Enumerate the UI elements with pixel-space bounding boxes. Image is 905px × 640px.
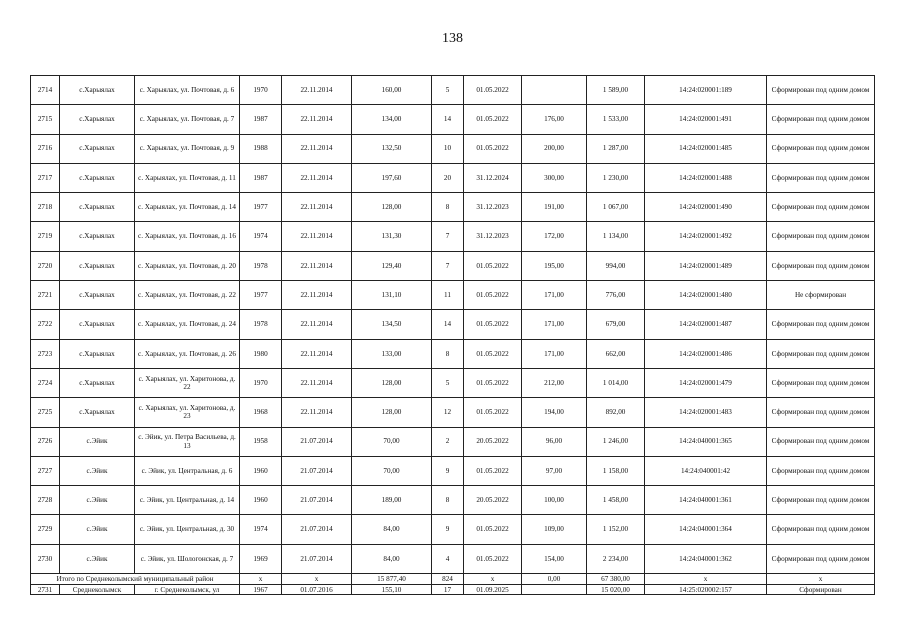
- cell-status: Сформирован под одним домом: [767, 398, 875, 427]
- cell-area-deadline: 300,00: [522, 163, 587, 192]
- cell-cadastral: 14:24:040001:362: [645, 544, 767, 573]
- cell-address: с. Эйик, ул. Центральная, д. 6: [135, 456, 240, 485]
- cell-area: 133,00: [352, 339, 432, 368]
- cell-date: 22.11.2014: [282, 251, 352, 280]
- cell-date: 21.07.2014: [282, 544, 352, 573]
- cell-cadastral: 14:24:020001:479: [645, 368, 767, 397]
- cell-cost: 776,00: [587, 281, 645, 310]
- cell-year: 1974: [240, 222, 282, 251]
- cell-address: с. Харыялах, ул. Почтовая, д. 20: [135, 251, 240, 280]
- cell-cadastral: 14:24:020001:491: [645, 105, 767, 134]
- cell-area: 70,00: [352, 427, 432, 456]
- cell-address: с. Эйик, ул. Петра Васильева, д. 13: [135, 427, 240, 456]
- cell-deadline: 01.05.2022: [464, 368, 522, 397]
- cell-address: с. Харыялах, ул. Почтовая, д. 26: [135, 339, 240, 368]
- cell-residents: 8: [432, 339, 464, 368]
- cell-cadastral: 14:24:020001:487: [645, 310, 767, 339]
- table-row: [31, 163, 875, 192]
- cell-area: 134,50: [352, 310, 432, 339]
- table-row: [31, 427, 875, 456]
- cell-address: с. Эйик, ул. Центральная, д. 14: [135, 486, 240, 515]
- page-number: 138: [442, 31, 463, 46]
- cell-deadline: 01.05.2022: [464, 76, 522, 105]
- cell-area-deadline: 171,00: [522, 281, 587, 310]
- cell-year: 1974: [240, 515, 282, 544]
- cell-year: 1958: [240, 427, 282, 456]
- table-row: [31, 105, 875, 134]
- cell-address: с. Эйик, ул. Центральная, д. 30: [135, 515, 240, 544]
- cell-cost: 892,00: [587, 398, 645, 427]
- cell-address: с. Харыялах, ул. Почтовая, д. 6: [135, 76, 240, 105]
- cell-residents: 2: [432, 427, 464, 456]
- cell-status: Не сформирован: [767, 281, 875, 310]
- cell-cost: 679,00: [587, 310, 645, 339]
- cell-residents: 9: [432, 515, 464, 544]
- cell-area: 131,10: [352, 281, 432, 310]
- cell-deadline: 31.12.2024: [464, 163, 522, 192]
- cell-num: 2718: [31, 193, 60, 222]
- cell-area-deadline: 195,00: [522, 251, 587, 280]
- cell-year: 1988: [240, 134, 282, 163]
- cell-date: 22.11.2014: [282, 339, 352, 368]
- cell-num: 2725: [31, 398, 60, 427]
- cell-settlement: с.Эйик: [60, 427, 135, 456]
- cell-status: Сформирован под одним домом: [767, 310, 875, 339]
- cell-address: с. Харыялах, ул. Почтовая, д. 16: [135, 222, 240, 251]
- cell-date: 22.11.2014: [282, 76, 352, 105]
- total-deadline: x: [464, 574, 522, 585]
- cell-cadastral: 14:24:040001:365: [645, 427, 767, 456]
- cell-date: 22.11.2014: [282, 310, 352, 339]
- cell-year: 1977: [240, 281, 282, 310]
- cell-year: 1960: [240, 486, 282, 515]
- total-label: Итого по Среднеколымский муниципальный район: [31, 574, 240, 585]
- cell-residents: 17: [432, 585, 464, 595]
- cell-deadline: 01.05.2022: [464, 456, 522, 485]
- cell-cost: 1 246,00: [587, 427, 645, 456]
- cell-date: 21.07.2014: [282, 486, 352, 515]
- cell-num: 2723: [31, 339, 60, 368]
- cell-year: 1970: [240, 368, 282, 397]
- cell-status: Сформирован под одним домом: [767, 427, 875, 456]
- cell-residents: 20: [432, 163, 464, 192]
- cell-cost: 1 230,00: [587, 163, 645, 192]
- cell-deadline: 01.09.2025: [464, 585, 522, 595]
- cell-year: 1980: [240, 339, 282, 368]
- table-row: [31, 193, 875, 222]
- cell-residents: 8: [432, 193, 464, 222]
- cell-deadline: 01.05.2022: [464, 105, 522, 134]
- cell-cadastral: 14:24:020001:486: [645, 339, 767, 368]
- total-status: x: [767, 574, 875, 585]
- cell-area-deadline: 96,00: [522, 427, 587, 456]
- cell-cost: 1 458,00: [587, 486, 645, 515]
- cell-year: 1967: [240, 585, 282, 595]
- cell-status: Сформирован под одним домом: [767, 515, 875, 544]
- table-row: [31, 310, 875, 339]
- cell-residents: 14: [432, 310, 464, 339]
- cell-area: 189,00: [352, 486, 432, 515]
- cell-area: 70,00: [352, 456, 432, 485]
- cell-settlement: с.Харыялах: [60, 398, 135, 427]
- cell-date: 22.11.2014: [282, 105, 352, 134]
- cell-address: г. Среднеколымск, ул: [135, 585, 240, 595]
- cell-address: с. Харыялах, ул. Почтовая, д. 24: [135, 310, 240, 339]
- cell-year: 1987: [240, 105, 282, 134]
- cell-residents: 5: [432, 76, 464, 105]
- cell-num: 2715: [31, 105, 60, 134]
- cell-settlement: с.Эйик: [60, 486, 135, 515]
- cell-area-deadline: 171,00: [522, 339, 587, 368]
- cell-area-deadline: 200,00: [522, 134, 587, 163]
- cell-area-deadline: 176,00: [522, 105, 587, 134]
- cell-settlement: с.Эйик: [60, 544, 135, 573]
- cell-cost: 1 014,00: [587, 368, 645, 397]
- cell-cost: 15 020,00: [587, 585, 645, 595]
- cell-cadastral: 14:24:040001:42: [645, 456, 767, 485]
- cell-settlement: с.Харыялах: [60, 281, 135, 310]
- cell-area: 132,50: [352, 134, 432, 163]
- cell-num: 2714: [31, 76, 60, 105]
- cell-cadastral: 14:24:020001:490: [645, 193, 767, 222]
- cell-residents: 10: [432, 134, 464, 163]
- cell-cadastral: 14:24:020001:489: [645, 251, 767, 280]
- cell-area-deadline: 100,00: [522, 486, 587, 515]
- table-row: [31, 134, 875, 163]
- cell-status: Сформирован под одним домом: [767, 105, 875, 134]
- cell-cadastral: 14:24:020001:492: [645, 222, 767, 251]
- cell-area: 197,60: [352, 163, 432, 192]
- cell-residents: 5: [432, 368, 464, 397]
- cell-cost: 1 533,00: [587, 105, 645, 134]
- cell-status: Сформирован под одним домом: [767, 163, 875, 192]
- cell-date: 22.11.2014: [282, 222, 352, 251]
- cell-num: 2719: [31, 222, 60, 251]
- cell-area-deadline: 97,00: [522, 456, 587, 485]
- cell-cadastral: 14:24:040001:364: [645, 515, 767, 544]
- cell-status: Сформирован под одним домом: [767, 544, 875, 573]
- cell-date: 22.11.2014: [282, 398, 352, 427]
- cell-status: Сформирован под одним домом: [767, 339, 875, 368]
- cell-status: Сформирован под одним домом: [767, 456, 875, 485]
- cell-area-deadline: 154,00: [522, 544, 587, 573]
- cell-deadline: 01.05.2022: [464, 544, 522, 573]
- cell-num: 2729: [31, 515, 60, 544]
- cell-address: с. Харыялах, ул. Почтовая, д. 14: [135, 193, 240, 222]
- cell-settlement: с.Харыялах: [60, 193, 135, 222]
- cell-status: Сформирован под одним домом: [767, 222, 875, 251]
- cell-num: 2717: [31, 163, 60, 192]
- cell-status: Сформирован под одним домом: [767, 486, 875, 515]
- cell-area: 128,00: [352, 398, 432, 427]
- cell-area-deadline: 172,00: [522, 222, 587, 251]
- cell-area: 128,00: [352, 368, 432, 397]
- cell-year: 1977: [240, 193, 282, 222]
- total-year: x: [240, 574, 282, 585]
- cell-settlement: с.Харыялах: [60, 105, 135, 134]
- cell-cost: 1 287,00: [587, 134, 645, 163]
- cell-area: 155,10: [352, 585, 432, 595]
- cell-area: 84,00: [352, 515, 432, 544]
- cell-cadastral: 14:24:040001:361: [645, 486, 767, 515]
- cell-residents: 8: [432, 486, 464, 515]
- cell-address: с. Харыялах, ул. Почтовая, д. 9: [135, 134, 240, 163]
- cell-area-deadline: 171,00: [522, 310, 587, 339]
- cell-area-deadline: 194,00: [522, 398, 587, 427]
- cell-num: 2731: [31, 585, 60, 595]
- table-row: [31, 398, 875, 427]
- cell-residents: 7: [432, 251, 464, 280]
- cell-num: 2724: [31, 368, 60, 397]
- cell-deadline: 01.05.2022: [464, 515, 522, 544]
- cell-residents: 14: [432, 105, 464, 134]
- cell-cost: 1 067,00: [587, 193, 645, 222]
- cell-num: 2721: [31, 281, 60, 310]
- cell-status: Сформирован под одним домом: [767, 76, 875, 105]
- table-row: [31, 76, 875, 105]
- cell-residents: 7: [432, 222, 464, 251]
- cell-settlement: Среднеколымск: [60, 585, 135, 595]
- cell-settlement: с.Харыялах: [60, 251, 135, 280]
- cell-num: 2730: [31, 544, 60, 573]
- cell-date: 01.07.2016: [282, 585, 352, 595]
- cell-address: с. Харыялах, ул. Почтовая, д. 11: [135, 163, 240, 192]
- cell-cost: 994,00: [587, 251, 645, 280]
- cell-status: Сформирован под одним домом: [767, 134, 875, 163]
- cell-year: 1968: [240, 398, 282, 427]
- register-table: [30, 75, 875, 595]
- cell-cost: 662,00: [587, 339, 645, 368]
- table-row: [31, 339, 875, 368]
- cell-date: 22.11.2014: [282, 163, 352, 192]
- total-cost: 67 380,00: [587, 574, 645, 585]
- cell-status: Сформирован под одним домом: [767, 193, 875, 222]
- cell-status: Сформирован под одним домом: [767, 251, 875, 280]
- cell-status: Сформирован: [767, 585, 875, 595]
- cell-date: 21.07.2014: [282, 456, 352, 485]
- cell-settlement: с.Харыялах: [60, 163, 135, 192]
- cell-year: 1978: [240, 310, 282, 339]
- cell-cadastral: 14:24:020001:485: [645, 134, 767, 163]
- total-date: x: [282, 574, 352, 585]
- cell-num: 2716: [31, 134, 60, 163]
- cell-deadline: 20.05.2022: [464, 427, 522, 456]
- cell-residents: 11: [432, 281, 464, 310]
- cell-deadline: 01.05.2022: [464, 251, 522, 280]
- cell-area-deadline: 212,00: [522, 368, 587, 397]
- cell-cadastral: 14:24:020001:480: [645, 281, 767, 310]
- cell-cost: 1 152,00: [587, 515, 645, 544]
- cell-settlement: с.Харыялах: [60, 310, 135, 339]
- cell-cadastral: 14:24:020001:189: [645, 76, 767, 105]
- cell-cost: 1 158,00: [587, 456, 645, 485]
- cell-settlement: с.Харыялах: [60, 368, 135, 397]
- cell-cadastral: 14:24:020001:488: [645, 163, 767, 192]
- cell-deadline: 01.05.2022: [464, 339, 522, 368]
- cell-settlement: с.Харыялах: [60, 76, 135, 105]
- table-row: [31, 368, 875, 397]
- cell-num: 2720: [31, 251, 60, 280]
- total-cadastral: x: [645, 574, 767, 585]
- table-row: [31, 281, 875, 310]
- cell-area: 128,00: [352, 193, 432, 222]
- cell-date: 22.11.2014: [282, 368, 352, 397]
- cell-deadline: 01.05.2022: [464, 310, 522, 339]
- total-residents: 824: [432, 574, 464, 585]
- cell-num: 2726: [31, 427, 60, 456]
- cell-settlement: с.Эйик: [60, 515, 135, 544]
- cell-num: 2728: [31, 486, 60, 515]
- cell-cadastral: 14:24:020001:483: [645, 398, 767, 427]
- cell-address: с. Харыялах, ул. Почтовая, д. 7: [135, 105, 240, 134]
- cell-address: с. Харыялах, ул. Харитонова, д. 23: [135, 398, 240, 427]
- cell-address: с. Харыялах, ул. Харитонова, д. 22: [135, 368, 240, 397]
- cell-cadastral: 14:25:020002:157: [645, 585, 767, 595]
- cell-area-deadline: 109,00: [522, 515, 587, 544]
- cell-residents: 9: [432, 456, 464, 485]
- table-row: [31, 515, 875, 544]
- cell-year: 1970: [240, 76, 282, 105]
- cell-settlement: с.Эйик: [60, 456, 135, 485]
- cell-deadline: 20.05.2022: [464, 486, 522, 515]
- table-row: [31, 251, 875, 280]
- table-row: [31, 456, 875, 485]
- cell-address: с. Эйик, ул. Шологонская, д. 7: [135, 544, 240, 573]
- table-body: [31, 76, 875, 574]
- cell-cost: 1 589,00: [587, 76, 645, 105]
- cell-area-deadline: [522, 585, 587, 595]
- cell-year: 1987: [240, 163, 282, 192]
- cell-year: 1960: [240, 456, 282, 485]
- cell-deadline: 01.05.2022: [464, 134, 522, 163]
- cell-area: 160,00: [352, 76, 432, 105]
- cell-status: Сформирован под одним домом: [767, 368, 875, 397]
- cell-area: 129,40: [352, 251, 432, 280]
- table-row: [31, 222, 875, 251]
- table-row-partial: [31, 585, 875, 595]
- cell-residents: 12: [432, 398, 464, 427]
- cell-date: 21.07.2014: [282, 515, 352, 544]
- cell-cost: 2 234,00: [587, 544, 645, 573]
- cell-area: 131,30: [352, 222, 432, 251]
- table-row: [31, 486, 875, 515]
- cell-address: с. Харыялах, ул. Почтовая, д. 22: [135, 281, 240, 310]
- cell-area: 84,00: [352, 544, 432, 573]
- cell-area: 134,00: [352, 105, 432, 134]
- cell-settlement: с.Харыялах: [60, 339, 135, 368]
- cell-deadline: 31.12.2023: [464, 193, 522, 222]
- cell-area-deadline: 191,00: [522, 193, 587, 222]
- cell-settlement: с.Харыялах: [60, 134, 135, 163]
- cell-deadline: 01.05.2022: [464, 398, 522, 427]
- cell-cost: 1 134,00: [587, 222, 645, 251]
- cell-residents: 4: [432, 544, 464, 573]
- table-row: [31, 544, 875, 573]
- cell-deadline: 31.12.2023: [464, 222, 522, 251]
- cell-date: 22.11.2014: [282, 193, 352, 222]
- cell-year: 1978: [240, 251, 282, 280]
- total-row: [31, 574, 875, 585]
- cell-settlement: с.Харыялах: [60, 222, 135, 251]
- cell-num: 2727: [31, 456, 60, 485]
- cell-num: 2722: [31, 310, 60, 339]
- total-area-deadline: 0,00: [522, 574, 587, 585]
- cell-date: 22.11.2014: [282, 281, 352, 310]
- cell-year: 1969: [240, 544, 282, 573]
- cell-date: 22.11.2014: [282, 134, 352, 163]
- cell-deadline: 01.05.2022: [464, 281, 522, 310]
- total-area: 15 877,40: [352, 574, 432, 585]
- cell-area-deadline: [522, 76, 587, 105]
- cell-date: 21.07.2014: [282, 427, 352, 456]
